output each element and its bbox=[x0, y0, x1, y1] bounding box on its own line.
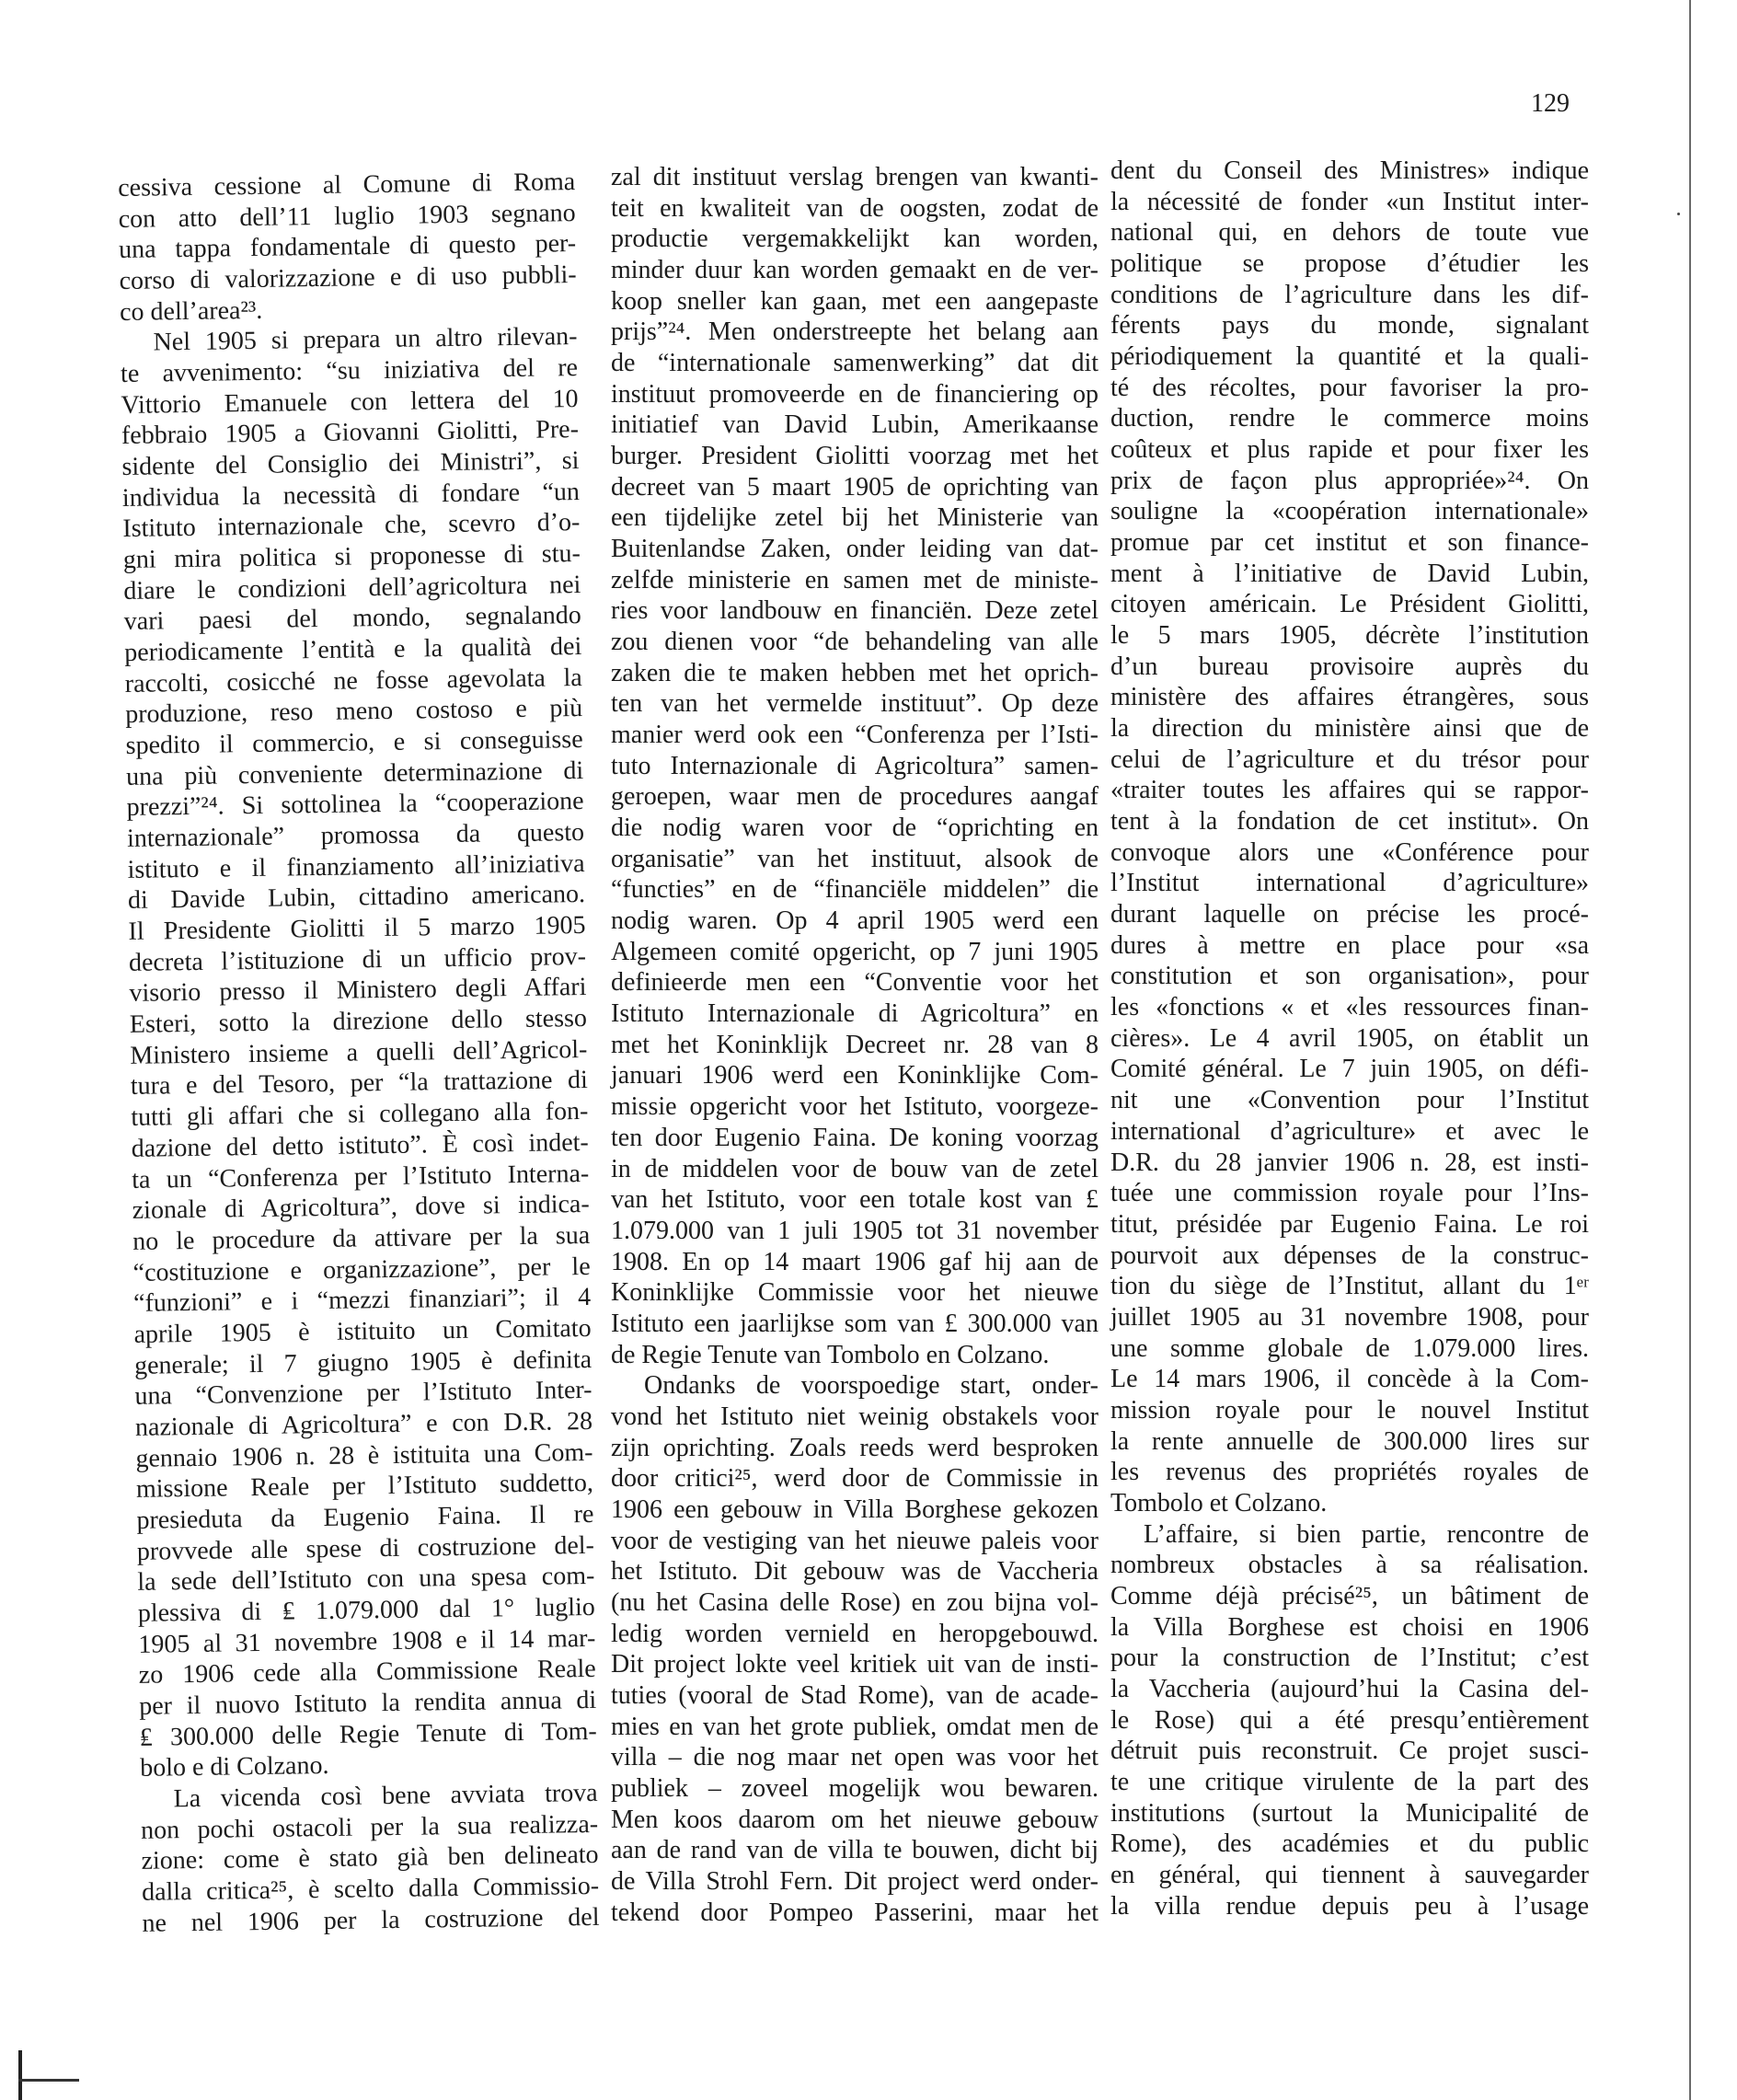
page-number: 129 bbox=[1531, 89, 1570, 118]
text-line: national qui, en dehors de toute vue bbox=[1110, 218, 1589, 248]
text-line: Comme déjà précisé²⁵, un bâtiment de bbox=[1110, 1581, 1589, 1610]
text-line: les «fonctions « et «les ressources finan- bbox=[1110, 993, 1589, 1022]
text-line: convoque alors une «Conférence pour bbox=[1110, 837, 1589, 867]
text-line: die nodig waren voor de “oprichting en bbox=[611, 813, 1099, 843]
text-line: Ondanks de voorspoedige start, onder- bbox=[644, 1371, 1099, 1401]
text-line: het Istituto. Dit gebouw was de Vaccheria bbox=[611, 1557, 1099, 1587]
text-line: raccolti, cosicché ne fosse agevolata la bbox=[124, 663, 582, 698]
text-line: teit en kwaliteit van de oogsten, zodat de bbox=[611, 193, 1099, 223]
text-line: tent à la fondation de cet institut». On bbox=[1110, 807, 1589, 837]
text-line: tuto Internazionale di Agricoltura” samen- bbox=[611, 751, 1099, 780]
text-line: voor de vestiging van het nieuwe paleis voor bbox=[611, 1526, 1099, 1555]
text-line: souligne la «coopération internationale» bbox=[1110, 497, 1589, 526]
text-line: institutions (surtout la Municipalité de bbox=[1110, 1798, 1589, 1828]
text-line: van het Istituto, voor een totale kost van £ bbox=[611, 1185, 1099, 1215]
text-line: periodicamente l’entità e la qualità dei bbox=[124, 632, 582, 668]
text-line: provvede alle spese di costruzione del- bbox=[136, 1530, 595, 1566]
text-line: la sede dell’Istituto con una spesa com- bbox=[137, 1562, 595, 1598]
text-line: in de middelen voor de bouw van de zetel bbox=[611, 1154, 1099, 1183]
text-line: détruit puis reconstruit. Ce projet susci- bbox=[1110, 1737, 1589, 1766]
text-line: “costituzione e organizzazione”, per le bbox=[132, 1252, 591, 1287]
text-line: decreta l’istituzione di un ufficio prov- bbox=[128, 941, 587, 977]
text-line: initiatief van David Lubin, Amerikaanse bbox=[611, 410, 1099, 440]
text-line: Ministero insieme a quelli dell’Agricol- bbox=[130, 1034, 588, 1070]
text-line: ten van het vermelde instituut”. Op deze bbox=[611, 689, 1099, 719]
text-line: una più conveniente determinazione di bbox=[125, 756, 584, 791]
text-line: prix de façon plus appropriée»²⁴. On bbox=[1110, 466, 1589, 495]
text-line: te une critique virulente de la part des bbox=[1110, 1767, 1589, 1796]
text-line: sidente del Consiglio dei Ministri”, si bbox=[121, 446, 580, 482]
text-line: l’Institut international d’agriculture» bbox=[1110, 869, 1589, 898]
text-line: minder duur kan worden gemaakt en de ver- bbox=[611, 256, 1099, 285]
text-line: férents pays du monde, signalant bbox=[1110, 311, 1589, 340]
text-line: coûteux et plus rapide et pour fixer les bbox=[1110, 435, 1589, 465]
text-line: produzione, reso meno costoso e più bbox=[125, 694, 583, 730]
text-line: 1905 al 31 novembre 1908 e il 14 mar- bbox=[138, 1623, 596, 1659]
text-line: vari paesi del mondo, segnalando bbox=[123, 601, 581, 637]
text-line: Algemeen comité opgericht, op 7 juni 1905 bbox=[611, 937, 1099, 966]
text-line: decreet van 5 maart 1905 de oprichting van bbox=[611, 472, 1099, 502]
text-line: constitution et son organisation», pour bbox=[1110, 962, 1589, 991]
text-line: D.R. du 28 janvier 1906 n. 28, est insti- bbox=[1110, 1148, 1589, 1177]
text-line: dent du Conseil des Ministres» indique bbox=[1110, 156, 1589, 185]
text-line: de “internationale samenwerking” dat dit bbox=[611, 349, 1099, 378]
text-line: plessiva di ₤ 1.079.000 dal 1° luglio bbox=[137, 1592, 596, 1628]
text-line: cières». Le 4 avril 1905, on établit un bbox=[1110, 1023, 1589, 1053]
text-line: promue par cet institut et son finance- bbox=[1110, 528, 1589, 558]
text-line: missione Reale per l’Istituto suddetto, bbox=[135, 1469, 594, 1505]
text-line: cessiva cessione al Comune di Roma bbox=[118, 167, 576, 202]
text-line: (nu het Casina delle Rose) en zou bijna vol- bbox=[611, 1587, 1099, 1617]
text-line: mission royale pour le nouvel Institut bbox=[1110, 1395, 1589, 1425]
text-line: Koninklijke Commissie voor het nieuwe bbox=[611, 1278, 1099, 1308]
text-line: Nel 1905 si prepara un altro rilevan- bbox=[153, 322, 578, 357]
text-line: politique se propose d’étudier les bbox=[1110, 249, 1589, 279]
text-line: Istituto internazionale che, scevro d’o- bbox=[122, 508, 581, 544]
text-line: «traiter toutes les affaires qui se rappor- bbox=[1110, 776, 1589, 805]
text-line: dalla critica²⁵, è scelto dalla Commissio- bbox=[141, 1871, 600, 1907]
text-line: ta un “Conferenza per l’Istituto Interna- bbox=[132, 1159, 590, 1194]
text-line: de Villa Strohl Fern. Dit project werd onder- bbox=[611, 1866, 1099, 1896]
text-line: istituto e il finanziamento all’iniziativa bbox=[127, 848, 585, 884]
text-line: périodiquement la quantité et la quali- bbox=[1110, 342, 1589, 372]
text-line: generale; il 7 giugno 1905 è definita bbox=[133, 1344, 592, 1380]
text-line: la direction du ministère ainsi que de bbox=[1110, 714, 1589, 744]
page-edge-line bbox=[1689, 0, 1691, 2100]
text-line: non pochi ostacoli per la sua realizza- bbox=[140, 1809, 599, 1845]
text-line: definieerde men een “Conventie voor het bbox=[611, 968, 1099, 998]
text-line: Rome), des académies et du public bbox=[1110, 1829, 1589, 1859]
text-line: L’affaire, si bien partie, rencontre de bbox=[1144, 1519, 1589, 1549]
scan-speck bbox=[1677, 213, 1680, 215]
text-line: citoyen américain. Le Président Giolitti, bbox=[1110, 590, 1589, 619]
text-line: prezzi”²⁴. Si sottolinea la “cooperazione bbox=[126, 787, 584, 823]
paragraph bbox=[611, 1370, 1099, 1928]
text-line: Buitenlandse Zaken, onder leiding van dat- bbox=[611, 535, 1099, 564]
text-line: pourvoit aux dépenses de la construc- bbox=[1110, 1240, 1589, 1270]
text-line: individua la necessità di fondare “un bbox=[121, 477, 581, 513]
text-line: les revenus des propriétés royales de bbox=[1110, 1458, 1589, 1487]
text-line: Istituto Internazionale di Agricoltura” en bbox=[611, 999, 1099, 1029]
text-line: zelfde ministerie en samen met de ministe- bbox=[611, 565, 1099, 594]
text-line: Vittorio Emanuele con lettera del 10 bbox=[121, 384, 579, 420]
text-line: per il nuovo Istituto la rendita annua di bbox=[139, 1685, 597, 1721]
text-line: febbraio 1905 a Giovanni Giolitti, Pre- bbox=[121, 415, 580, 451]
text-line: Dit project lokte veel kritiek uit van de insti- bbox=[611, 1650, 1099, 1679]
scan-edge-mark-vertical bbox=[18, 2050, 22, 2100]
text-line: missie opgericht voor het Istituto, voorgeze- bbox=[611, 1092, 1099, 1122]
text-line: tuée une commission royale pour l’Ins- bbox=[1110, 1179, 1589, 1208]
text-line: de Regie Tenute van Tombolo en Colzano. bbox=[611, 1340, 1050, 1369]
paragraph bbox=[120, 321, 597, 1783]
text-line: zione: come è stato già ben delineato bbox=[141, 1840, 599, 1876]
text-line: visorio presso il Ministero degli Affari bbox=[129, 973, 587, 1009]
text-line: la villa rendue depuis peu à l’usage bbox=[1110, 1891, 1589, 1921]
text-line: ries voor landbouw en financiën. Deze zetel bbox=[611, 596, 1099, 626]
text-line: ₤ 300.000 delle Regie Tenute di Tom- bbox=[139, 1716, 597, 1752]
text-line: spedito il commercio, e si conseguisse bbox=[125, 725, 583, 761]
text-line: zionale di Agricoltura”, dove si indica- bbox=[132, 1190, 590, 1226]
text-line: diare le condizioni dell’agricoltura nei bbox=[123, 570, 581, 606]
text-line: ment à l’initiative de David Lubin, bbox=[1110, 559, 1589, 588]
paragraph bbox=[140, 1778, 599, 1939]
scan-edge-mark-horizontal bbox=[18, 2079, 79, 2082]
text-line: instituut promoveerde en de financiering op bbox=[611, 379, 1099, 409]
text-line: no le procedure da attivare per la sua bbox=[132, 1220, 591, 1256]
text-line: tekend door Pompeo Passerini, maar het bbox=[611, 1898, 1099, 1927]
text-line: vond het Istituto niet weinig obstakels voor bbox=[611, 1402, 1099, 1431]
text-line: dazione del detto istituto”. È così indet- bbox=[131, 1127, 589, 1163]
text-line: “functies” en de “financiële middelen” die bbox=[611, 875, 1099, 905]
text-line: co dell’area²³. bbox=[119, 295, 263, 327]
text-line: di Davide Lubin, cittadino americano. bbox=[127, 880, 586, 916]
paragraph bbox=[118, 167, 577, 328]
text-line: le 5 mars 1905, décrète l’institution bbox=[1110, 621, 1589, 651]
text-line: Esteri, sotto la direzione dello stesso bbox=[129, 1004, 588, 1040]
text-line: organisatie” van het instituut, alsook de bbox=[611, 844, 1099, 873]
text-line: duction, rendre le commerce moins bbox=[1110, 404, 1589, 433]
text-line: pour la construction de l’Institut; c’est bbox=[1110, 1644, 1589, 1673]
paragraph bbox=[611, 162, 1099, 1370]
text-line: aan de rand van de villa te bouwen, dicht bij bbox=[611, 1836, 1099, 1865]
text-line: la Vaccheria (aujourd’hui la Casina del- bbox=[1110, 1674, 1589, 1703]
text-line: zal dit instituut verslag brengen van kwanti- bbox=[611, 163, 1099, 191]
text-line: internazionale” promossa da questo bbox=[126, 818, 585, 854]
text-line: publiek – zoveel mogelijk wou bewaren. bbox=[611, 1773, 1099, 1803]
text-line: la rente annuelle de 300.000 lires sur bbox=[1110, 1426, 1589, 1456]
paragraph bbox=[1110, 156, 1589, 1519]
text-line: nazionale di Agricoltura” e con D.R. 28 bbox=[134, 1406, 593, 1442]
text-line: conditions de l’agriculture dans les dif- bbox=[1110, 280, 1589, 309]
text-line: tutti gli affari che si collegano alla fon- bbox=[131, 1097, 589, 1133]
text-line: dures à mettre en place pour «sa bbox=[1110, 930, 1589, 960]
text-line: juillet 1905 au 31 novembre 1908, pour bbox=[1110, 1302, 1589, 1332]
text-line: en général, qui tiennent à sauvegarder bbox=[1110, 1860, 1589, 1889]
text-line: koop sneller kan gaan, met een aangepaste bbox=[611, 286, 1099, 316]
text-line: titut, présidée par Eugenio Faina. Le roi bbox=[1110, 1209, 1589, 1239]
text-line: la nécessité de fonder «un Institut inter- bbox=[1110, 187, 1589, 216]
text-line: villa – die nog maar net open was voor het bbox=[611, 1743, 1099, 1772]
text-line: té des récoltes, pour favoriser la pro- bbox=[1110, 373, 1589, 402]
text-line: una “Convenzione per l’Istituto Inter- bbox=[134, 1376, 592, 1412]
text-line: Istituto een jaarlijkse som van £ 300.000 van bbox=[611, 1309, 1099, 1338]
text-line: d’un bureau provisoire auprès du bbox=[1110, 652, 1589, 681]
paragraph bbox=[1110, 1519, 1589, 1922]
text-line: nit une «Convention pour l’Institut bbox=[1110, 1086, 1589, 1115]
text-line: gni mira politica si proponesse di stu- bbox=[122, 539, 581, 575]
text-line: met het Koninklijk Decreet nr. 28 van 8 bbox=[611, 1030, 1099, 1059]
text-line: ministère des affaires étrangères, sous bbox=[1110, 683, 1589, 712]
text-line: presieduta da Eugenio Faina. Il re bbox=[136, 1499, 594, 1535]
text-line: januari 1906 werd een Koninklijke Com- bbox=[611, 1061, 1099, 1090]
text-line: burger. President Giolitti voorzag met het bbox=[611, 442, 1099, 471]
text-line: zijn oprichting. Zoals reeds werd besproken bbox=[611, 1433, 1099, 1462]
text-line: aprile 1905 è istituito un Comitato bbox=[133, 1313, 592, 1349]
column-dutch bbox=[611, 162, 1099, 1928]
text-line: tuties (vooral de Stad Rome), van de acade- bbox=[611, 1680, 1099, 1710]
text-line: une somme globale de 1.079.000 lires. bbox=[1110, 1333, 1589, 1363]
text-line: zaken die te maken hebben met het oprich- bbox=[611, 658, 1099, 687]
text-line: ten door Eugenio Faina. De koning voorzag bbox=[611, 1123, 1099, 1152]
text-line: Tombolo et Colzano. bbox=[1110, 1488, 1328, 1517]
text-line: zou dienen voor “de behandeling van alle bbox=[611, 628, 1099, 657]
text-line: nodig waren. Op 4 april 1905 werd een bbox=[611, 906, 1099, 936]
text-line: 1.079.000 van 1 juli 1905 tot 31 november bbox=[611, 1216, 1099, 1245]
text-line: tion du siège de l’Institut, allant du 1ᵉʳ bbox=[1110, 1272, 1589, 1301]
text-line: una tappa fondamentale di questo per- bbox=[118, 229, 577, 265]
text-line: door critici²⁵, werd door de Commissie in bbox=[611, 1464, 1099, 1494]
text-line: le Rose) qui a été presqu’entièrement bbox=[1110, 1705, 1589, 1735]
text-line: Men koos daarom om het nieuwe gebouw bbox=[611, 1805, 1099, 1834]
text-line: bolo e di Colzano. bbox=[139, 1751, 329, 1783]
text-line: international d’agriculture» et avec le bbox=[1110, 1116, 1589, 1146]
text-line: celui de l’agriculture et du trésor pour bbox=[1110, 744, 1589, 774]
text-line: corso di valorizzazione e di uso pubbli- bbox=[119, 260, 577, 296]
text-line: zo 1906 cede alla Commissione Reale bbox=[138, 1655, 596, 1690]
text-line: la Villa Borghese est choisi en 1906 bbox=[1110, 1612, 1589, 1642]
text-line: tura e del Tesoro, per “la trattazione di bbox=[130, 1066, 589, 1102]
text-line: 1908. En op 14 maart 1906 gaf hij aan de bbox=[611, 1247, 1099, 1276]
text-line: geroepen, waar men de procedures aangaf bbox=[611, 782, 1099, 812]
text-line: con atto dell’11 luglio 1903 segnano bbox=[118, 198, 576, 234]
text-line: durant laquelle on précise les procé- bbox=[1110, 900, 1589, 929]
text-line: te avvenimento: “su iniziativa del re bbox=[120, 353, 579, 389]
text-line: 1906 een gebouw in Villa Borghese gekozen bbox=[611, 1494, 1099, 1524]
column-french bbox=[1110, 156, 1589, 1921]
text-line: ne nel 1906 per la costruzione del bbox=[142, 1902, 600, 1938]
text-line: Il Presidente Giolitti il 5 marzo 1905 bbox=[128, 911, 586, 947]
column-italian bbox=[118, 167, 600, 1939]
text-line: productie vergemakkelijkt kan worden, bbox=[611, 225, 1099, 254]
text-line: prijs”²⁴. Men onderstreepte het belang aan bbox=[611, 317, 1099, 347]
text-line: La vicenda così bene avviata trova bbox=[173, 1778, 598, 1814]
text-line: ledig worden vernield en heropgebouwd. bbox=[611, 1619, 1099, 1648]
text-line: nombreux obstacles à sa réalisation. bbox=[1110, 1551, 1589, 1580]
text-line: mies en van het grote publiek, omdat men de bbox=[611, 1712, 1099, 1741]
text-line: manier werd ook een “Conferenza per l’Isti- bbox=[611, 721, 1099, 750]
text-line: Le 14 mars 1906, il concède à la Com- bbox=[1110, 1365, 1589, 1394]
text-line: een tijdelijke zetel bij het Ministerie van bbox=[611, 503, 1099, 533]
text-line: Comité général. Le 7 juin 1905, on défi- bbox=[1110, 1055, 1589, 1084]
text-line: “funzioni” e i “mezzi finanziari”; il 4 bbox=[132, 1283, 592, 1319]
text-line: gennaio 1906 n. 28 è istituita una Com- bbox=[135, 1437, 593, 1473]
